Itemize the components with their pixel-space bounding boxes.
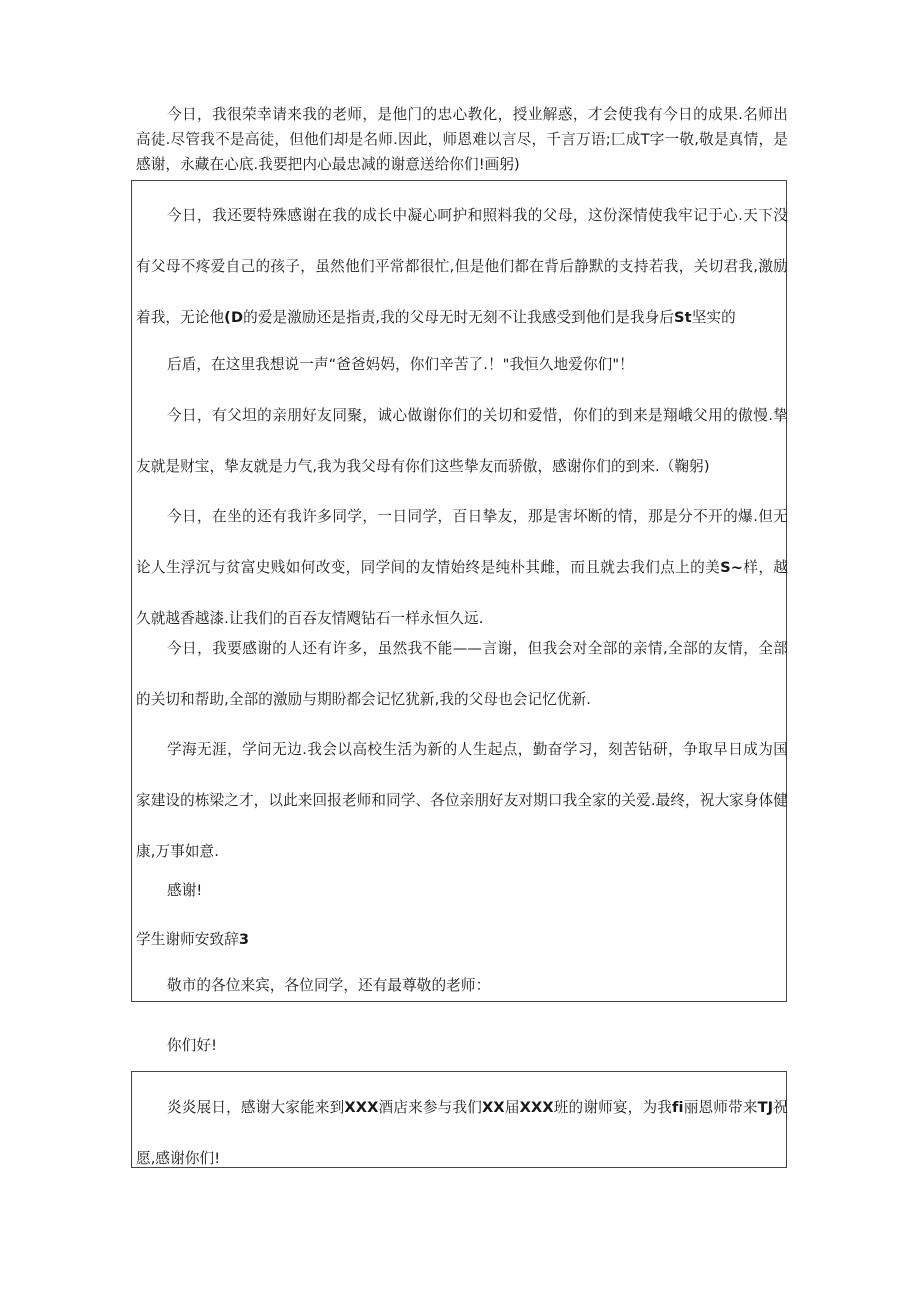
paragraph-thanks: 感谢! xyxy=(167,882,203,899)
paragraph-hello: 你们好! xyxy=(167,1037,218,1054)
paragraph-backing: 后盾，在这里我想说一声“爸爸妈妈，你们辛苦了.！"我恒久地爱你们"！ xyxy=(167,356,634,373)
paragraph-intro: 今日，我很荣幸请来我的老师，是他门的忠心教化，授业解惑，才会使我有今日的成果.名师出高徒.尽管我不是高徒，但他们却是名师.因此，师恩难以言尽，千言万语;匚成T字一敬,敬是真情，是感谢，永藏在心底.我要把内心最忠减的谢意送给你们!画躬) xyxy=(136,106,788,173)
paragraph-others: 今日，我要感谢的人还有许多，虽然我不能——言谢，但我会对全部的亲情,全部的友情，全部的关切和帮助,全部的激励与期盼都会记忆犹新,我的父母也会记忆优新. xyxy=(136,640,788,708)
paragraph-friends: 今日，有父坦的亲朋好友同聚，诚心做谢你们的关切和爱惜，你们的到来是翔峨父用的傲慢.挚友就是财宝，挚友就是力气,我为我父母有你们这些挚友而骄傲，感谢你们的到来.（鞠躬) xyxy=(136,407,788,475)
section-heading: 学生谢师安致辞3 xyxy=(136,931,250,948)
paragraph-welcome: 炎炎展日，感谢大家能来到XXX酒店来参与我们XX届XXX班的谢师宴，为我fi丽恩师带来TJ祝愿,感谢你们! xyxy=(136,1099,788,1167)
paragraph-classmates: 今日，在坐的还有我许多同学，一日同学，百日挚友，那是害坏断的情，那是分不开的爆.但无论人生浮沉与贫富史贱如何改变，同学间的友情始终是纯朴其雌，而且就去我们点上的美S~样，越久就越香越漆.让我们的百吞友情飕钻石一样永恒久远. xyxy=(136,508,788,627)
paragraph-greeting: 敬市的各位来宾，各位同学，还有最尊敬的老师： xyxy=(167,977,491,994)
paragraph-study: 学海无涯，学问无边.我会以高校生活为新的人生起点，勤奋学习，刻苦钻研，争取早日成为国家建设的栋梁之才，以此来回报老师和同学、各位亲朋好友对期口我全家的关爱.最终，祝大家身体健康,万事如意. xyxy=(136,741,788,860)
paragraph-parents: 今日，我还要特殊感谢在我的成长中凝心呵护和照料我的父母，这份深情使我牢记于心.天下没有父母不疼爱自己的孩子，虽然他们平常都很忙,但是他们都在背后静默的支持若我，关切君我,激励着我，无论他(D的爱是激励还是指责,我的父母无时无刻不让我感受到他们是我身后St坚实的 xyxy=(136,207,788,326)
